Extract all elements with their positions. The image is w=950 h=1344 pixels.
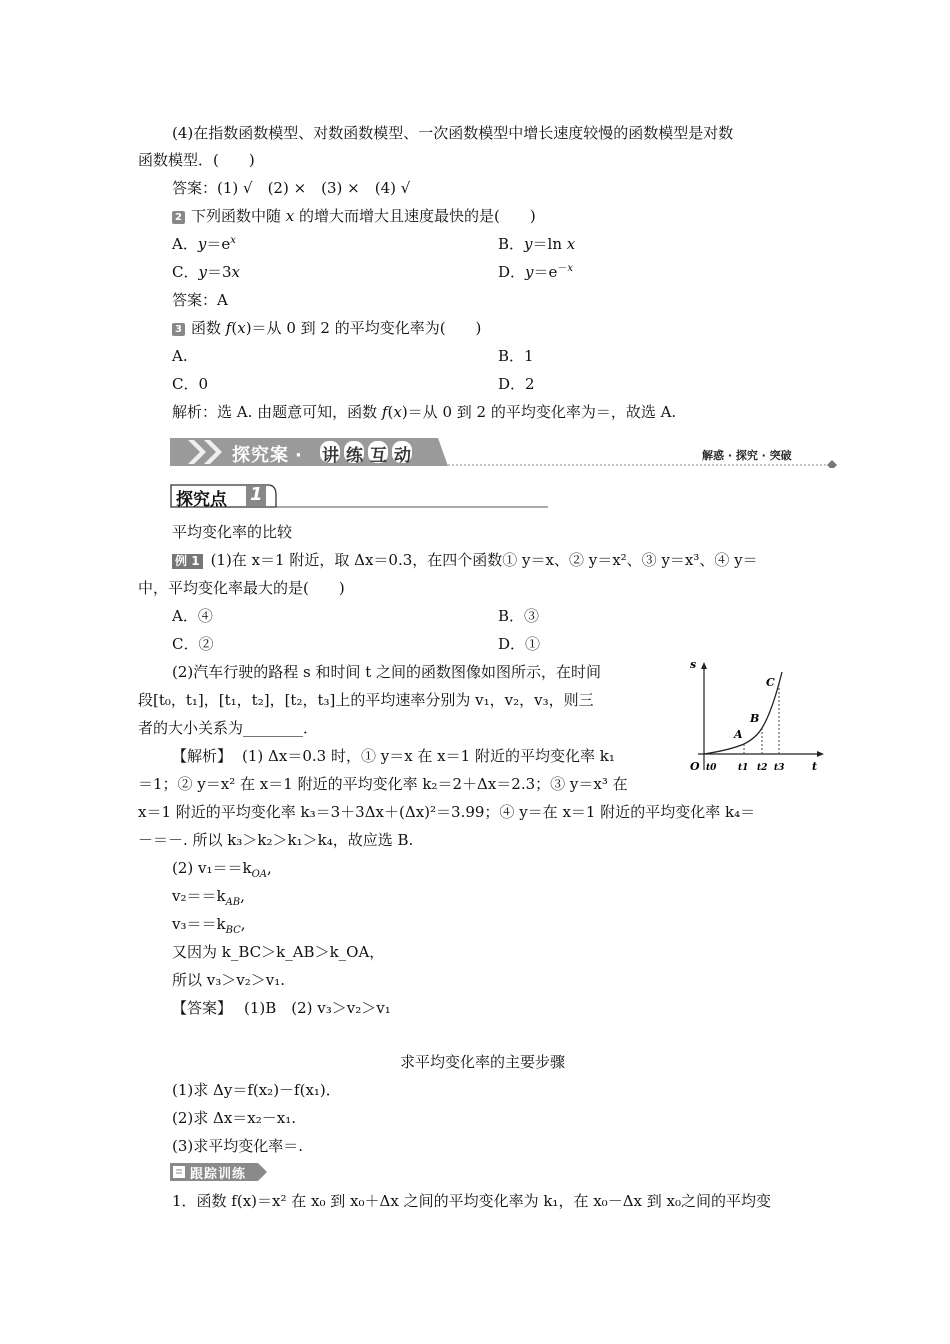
topic-title: 平均变化率的比较 (172, 523, 293, 541)
solution-v3: $v_3==k_{BC}$, (172, 915, 246, 936)
point-label: 探究点 (176, 490, 227, 510)
axis-label-t: t (812, 760, 818, 773)
example-badge: 例 1 (172, 554, 203, 569)
exploration-point-header (170, 483, 550, 509)
example-1-part1: 例 1 (1)在 x＝1 附近，取 Δx＝0.3，在四个函数① y＝x、② y＝x²、③ y＝x³、④ y＝ (172, 550, 758, 570)
question-3: 3 函数 f(x)＝从 0 到 2 的平均变化率为( ) (172, 318, 481, 338)
tick-t1: t1 (738, 763, 749, 773)
section-banner (170, 436, 840, 468)
tick-t2: t2 (757, 763, 768, 773)
point-b-label: B (750, 712, 760, 725)
ex1-option-b: B．③ (498, 607, 540, 625)
q3-option-b: B．1 (498, 347, 534, 365)
tracking-training-badge: 跟踪训练 (170, 1162, 270, 1182)
answer-line: 【答案】 (1)B (2) v₃＞v₂＞v₁ (172, 999, 391, 1017)
tick-t3: t3 (774, 763, 785, 773)
steps-title: 求平均变化率的主要步骤 (400, 1053, 566, 1071)
solution-line2: ＝1；② y＝x² 在 x＝1 附近的平均变化率 k₂＝2＋Δx＝2.3；③ y＝x³ 在 (138, 775, 628, 793)
q4-line2: 函数模型．( ) (138, 151, 255, 169)
step-1: (1)求 Δy＝f(x₂)－f(x₁)． (172, 1081, 341, 1099)
solution-conclusion: 所以 v₃＞v₂＞v₁. (172, 971, 285, 989)
q2-option-d: D．$y=e^{-x}$ (498, 263, 574, 281)
q3-option-d: D．2 (498, 375, 535, 393)
banner-right-text: 解惑 · 探究 · 突破 (702, 449, 792, 462)
solution-line3: x＝1 附近的平均变化率 k₃＝3＋3Δx＋(Δx)²＝3.99；④ y＝在 x＝1 附近的平均变化率 k₄＝ (138, 803, 756, 821)
q3-analysis: 解析：选 A. 由题意可知，函数 f(x)＝从 0 到 2 的平均变化率为＝，故选 A. (172, 403, 677, 421)
banner-title: 探究案 · (232, 445, 303, 466)
q2-option-b: B．y＝ln x (498, 235, 576, 253)
training-question-1: 1．函数 f(x)＝x² 在 x₀ 到 x₀＋Δx 之间的平均变化率为 k₁，在 x₀－Δx 到 x₀之间的平均变 (172, 1192, 771, 1210)
question-number-badge: 3 (172, 323, 185, 336)
step-3: (3)求平均变化率＝. (172, 1137, 304, 1155)
step-2: (2)求 Δx＝x₂－x₁. (172, 1109, 297, 1127)
ex1-option-a: A．④ (172, 607, 213, 625)
answer-2: 答案：A (172, 291, 228, 309)
solution-v2: $v_2==k_{AB}$, (172, 887, 245, 908)
point-header-graphic (170, 483, 550, 509)
point-a-label: A (734, 728, 743, 741)
notebook-icon (173, 1166, 185, 1178)
answer-1: 答案：(1) √ (2) × (3) × (4) √ (172, 179, 411, 197)
banner-subtitle: 讲练互动 (322, 446, 418, 466)
question-2: 2 下列函数中随 x 的增大而增大且速度最快的是( ) (172, 206, 536, 226)
q3-option-a: A. (172, 347, 188, 365)
question-number-badge: 2 (172, 211, 185, 224)
q3-option-c: C．0 (172, 375, 209, 393)
distance-time-graph (680, 658, 830, 778)
solution-line4: －＝－. 所以 k₃＞k₂＞k₁＞k₄，故应选 B. (138, 831, 414, 849)
tick-t0: t0 (706, 763, 717, 773)
q2-option-a: A．$y=e^x$ (172, 235, 236, 253)
origin-label: O (690, 760, 700, 773)
example-1-part1-cont: 中，平均变化率最大的是( ) (138, 579, 345, 597)
example-1-part2-line1: (2)汽车行驶的路程 s 和时间 t 之间的函数图像如图所示，在时间 (172, 663, 602, 681)
example-1-part2-line2: 段[t₀，t₁]，[t₁，t₂]，[t₂，t₃]上的平均速率分别为 v₁，v₂，v₃，则三 (138, 691, 594, 709)
ex1-option-c: C．② (172, 635, 214, 653)
q4-line1: (4)在指数函数模型、对数函数模型、一次函数模型中增长速度较慢的函数模型是对数 (172, 124, 734, 142)
axis-label-s: s (690, 658, 697, 671)
solution-compare: 又因为 k_BC＞k_AB＞k_OA， (172, 943, 385, 961)
ex1-option-d: D．① (498, 635, 541, 653)
example-1-part2-line3: 者的大小关系为________． (138, 719, 319, 737)
solution-line1: 【解析】 (1) Δx＝0.3 时，① y＝x 在 x＝1 附近的平均变化率 k₁ (172, 747, 615, 765)
diamond-icon (827, 460, 837, 468)
solution-v1: (2) $v_1==k_{OA}$, (172, 859, 272, 880)
point-c-label: C (766, 676, 775, 689)
point-number: 1 (250, 484, 263, 505)
q2-option-c: C．y＝3x (172, 263, 240, 281)
